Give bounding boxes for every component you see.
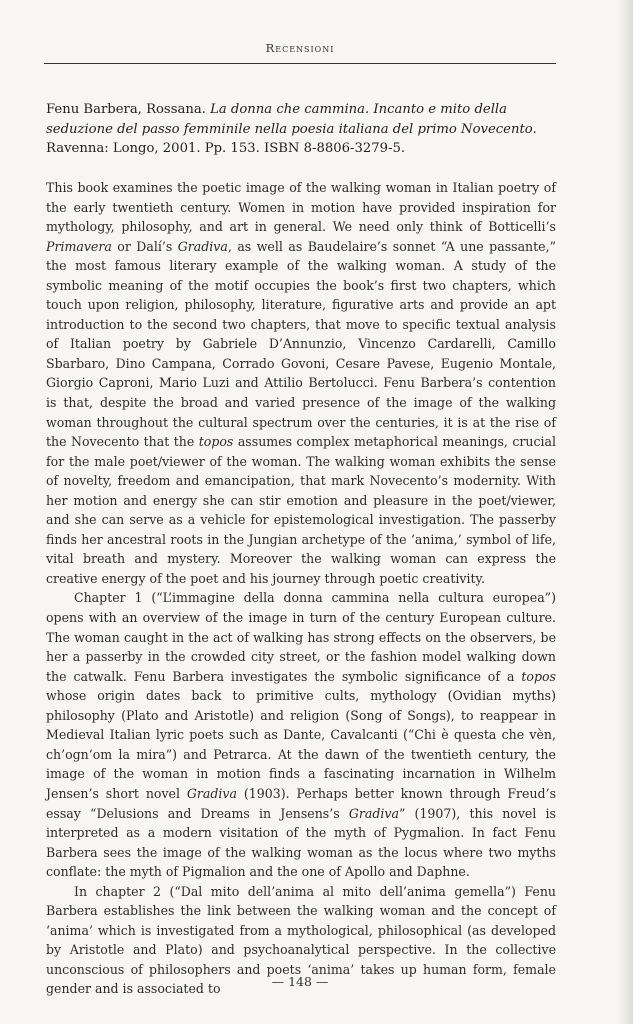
paragraph-1: This book examines the poetic image of the walking woman in Italian poetry of the early twentieth century. Women in motion have provided inspiration for mythology, philosophy, and art in general. We need only think of Botticelli’s Primavera or Dalí’s Gradiva, as well as Baudelaire’s sonnet “A une passante,” the most famous literary example of the walking woman. A study of the symbolic meaning of the motif occupies the book’s first two chapters, which touch upon religion, philosophy, literature, figurative arts and provide an apt introduction to the second two chapters, that move to specific textual analysis of Italian poetry by Gabriele D’Annunzio, Vincenzo Cardarelli, Camillo Sbarbaro, Dino Campana, Corrado Govoni, Cesare Pavese, Eugenio Montale, Giorgio Caproni, Mario Luzi and Attilio Bertolucci. Fenu Barbera’s contention is that, despite the broad and varied presence of the image of the walking woman throughout the cultural spectrum over the centuries, it is at the rise of the Novecento that the topos assumes complex metaphorical meanings, crucial for the male poet/viewer of the woman. The walking woman exhibits the sense of novelty, freedom and emancipation, that mark Novecento’s modernity. With her motion and energy she can stir emotion and pleasure in the poet/viewer, and she can serve as a vehicle for epistemological investigation. The passerby finds her ancestral roots in the Jungian archetype of the ‘anima,’ symbol of life, vital breath and mystery. Moreover the walking woman can express the creative energy of the poet and his journey through poetic creativity. <box>46 180 557 586</box>
review-citation <box>46 100 556 159</box>
paragraph-2: Chapter 1 (“L’immagine della donna cammina nella cultura europea”) opens with an overview of the image in turn of the century European culture. The woman caught in the act of walking has strong effects on the observers, be her a passerby in the crowded city street, or the fashion model walking down the catwalk. Fenu Barbera investigates the symbolic significance of a topos whose origin dates back to primitive cults, mythology (Ovidian myths) philosophy (Plato and Aristotle) and religion (Song of Songs), to reappear in Medieval Italian lyric poets such as Dante, Cavalcanti (“Chi è questa che vèn, ch’ogn’om la mira”) and Petrarca. At the dawn of the twentieth century, the image of the woman in motion finds a fascinating incarnation in Wilhelm Jensen’s short novel Gradiva (1903). Perhaps better known through Freud’s essay “Delusions and Dreams in Jensens’s Gradiva” (1907), this novel is interpreted as a modern visitation of the myth of Pygmalion. In fact Fenu Barbera sees the image of the walking woman as the locus where two myths conflate: the myth of Pigmalion and the one of Apollo and Daphne. <box>46 590 557 880</box>
citation-author: Fenu Barbera, Rossana. <box>46 102 206 117</box>
page-number: — 148 — <box>271 974 329 989</box>
review-body <box>46 178 556 999</box>
header-rule <box>44 63 556 64</box>
citation-title: La donna che cammina. Incanto e mito della seduzione del passo femminile nella poesia italiana del primo Novecento. <box>46 102 537 137</box>
paragraph-3: In chapter 2 (“Dal mito dell’anima al mito dell’anima gemella”) Fenu Barbera establishes the link between the walking woman and the concept of ‘anima’ which is investigated from a mythological, philosophical (as developed by Aristotle and Plato) and psychoanalytical perspective. In the collective unconscious of philosophers and poets ‘anima’ takes up human form, female gender and is associated to <box>46 883 556 997</box>
running-header: Recensioni <box>265 41 335 55</box>
page-edge-shadow <box>617 0 633 1024</box>
citation-publication: Ravenna: Longo, 2001. Pp. 153. ISBN 8-8806-3279-5. <box>46 141 406 156</box>
